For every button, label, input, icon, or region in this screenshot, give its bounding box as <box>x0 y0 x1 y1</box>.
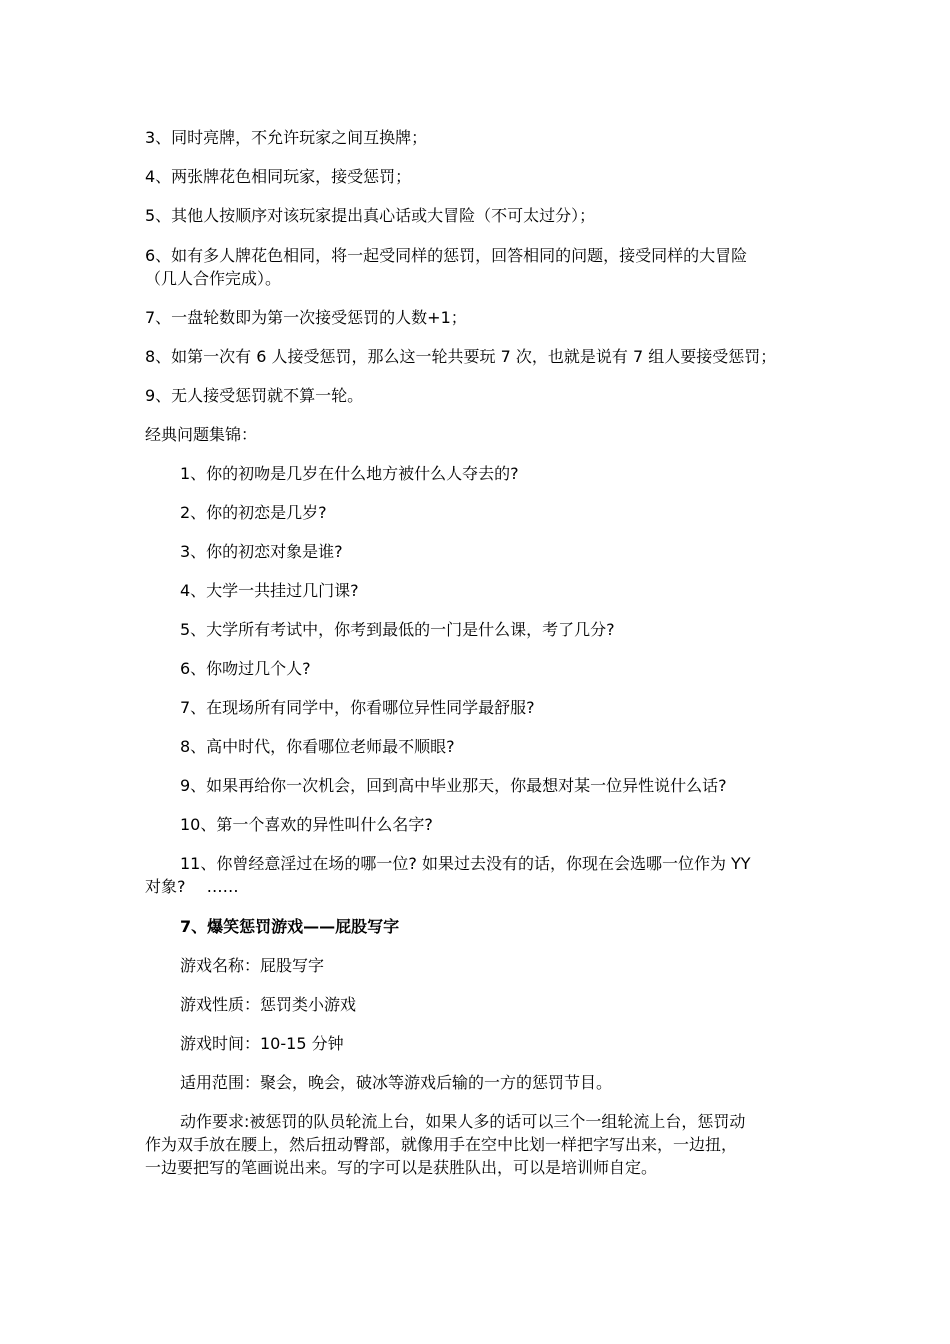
action-requirement-line-2: 作为双手放在腰上，然后扭动臀部，就像用手在空中比划一样把字写出来，一边扭， <box>145 1135 738 1154</box>
action-requirement-line-3: 一边要把写的笔画说出来。写的字可以是获胜队出，可以是培训师自定。 <box>145 1158 658 1177</box>
game-type: 游戏性质：惩罚类小游戏 <box>180 995 357 1014</box>
question-2: 2、你的初恋是几岁? <box>180 503 327 522</box>
question-7: 7、在现场所有同学中，你看哪位异性同学最舒服? <box>180 698 535 717</box>
question-10: 10、第一个喜欢的异性叫什么名字? <box>180 815 433 834</box>
question-9: 9、如果再给你一次机会，回到高中毕业那天，你最想对某一位异性说什么话? <box>180 776 727 795</box>
rule-3: 3、同时亮牌，不允许玩家之间互换牌； <box>145 128 428 147</box>
question-11-line-2: 对象? …… <box>145 877 239 896</box>
rule-6-line-1: 6、如有多人牌花色相同，将一起受同样的惩罚，回答相同的问题，接受同样的大冒险 <box>145 246 748 265</box>
question-5: 5、大学所有考试中，你考到最低的一门是什么课，考了几分? <box>180 620 615 639</box>
rule-6-line-2: （几人合作完成）。 <box>145 269 282 288</box>
rule-8: 8、如第一次有 6 人接受惩罚，那么这一轮共要玩 7 次，也就是说有 7 组人要接受惩罚； <box>145 347 777 366</box>
rule-5: 5、其他人按顺序对该玩家提出真心话或大冒险（不可太过分）； <box>145 206 596 225</box>
question-4: 4、大学一共挂过几门课? <box>180 581 359 600</box>
section-title: 7、爆笑惩罚游戏——屁股写字 <box>180 917 400 936</box>
game-scope: 适用范围：聚会，晚会，破冰等游戏后输的一方的惩罚节目。 <box>180 1073 613 1092</box>
action-requirement-line-1: 动作要求:被惩罚的队员轮流上台，如果人多的话可以三个一组轮流上台，惩罚动 <box>180 1112 746 1131</box>
question-3: 3、你的初恋对象是谁? <box>180 542 343 561</box>
question-8: 8、高中时代，你看哪位老师最不顺眼? <box>180 737 455 756</box>
question-1: 1、你的初吻是几岁在什么地方被什么人夺去的? <box>180 464 519 483</box>
rule-9: 9、无人接受惩罚就不算一轮。 <box>145 386 364 405</box>
question-11-line-1: 11、你曾经意淫过在场的哪一位? 如果过去没有的话，你现在会选哪一位作为 YY <box>180 854 751 873</box>
questions-heading: 经典问题集锦： <box>145 425 258 444</box>
game-duration: 游戏时间：10-15 分钟 <box>180 1034 344 1053</box>
game-name: 游戏名称：屁股写字 <box>180 956 325 975</box>
rule-7: 7、一盘轮数即为第一次接受惩罚的人数+1； <box>145 308 467 327</box>
question-6: 6、你吻过几个人? <box>180 659 311 678</box>
rule-4: 4、两张牌花色相同玩家，接受惩罚； <box>145 167 412 186</box>
